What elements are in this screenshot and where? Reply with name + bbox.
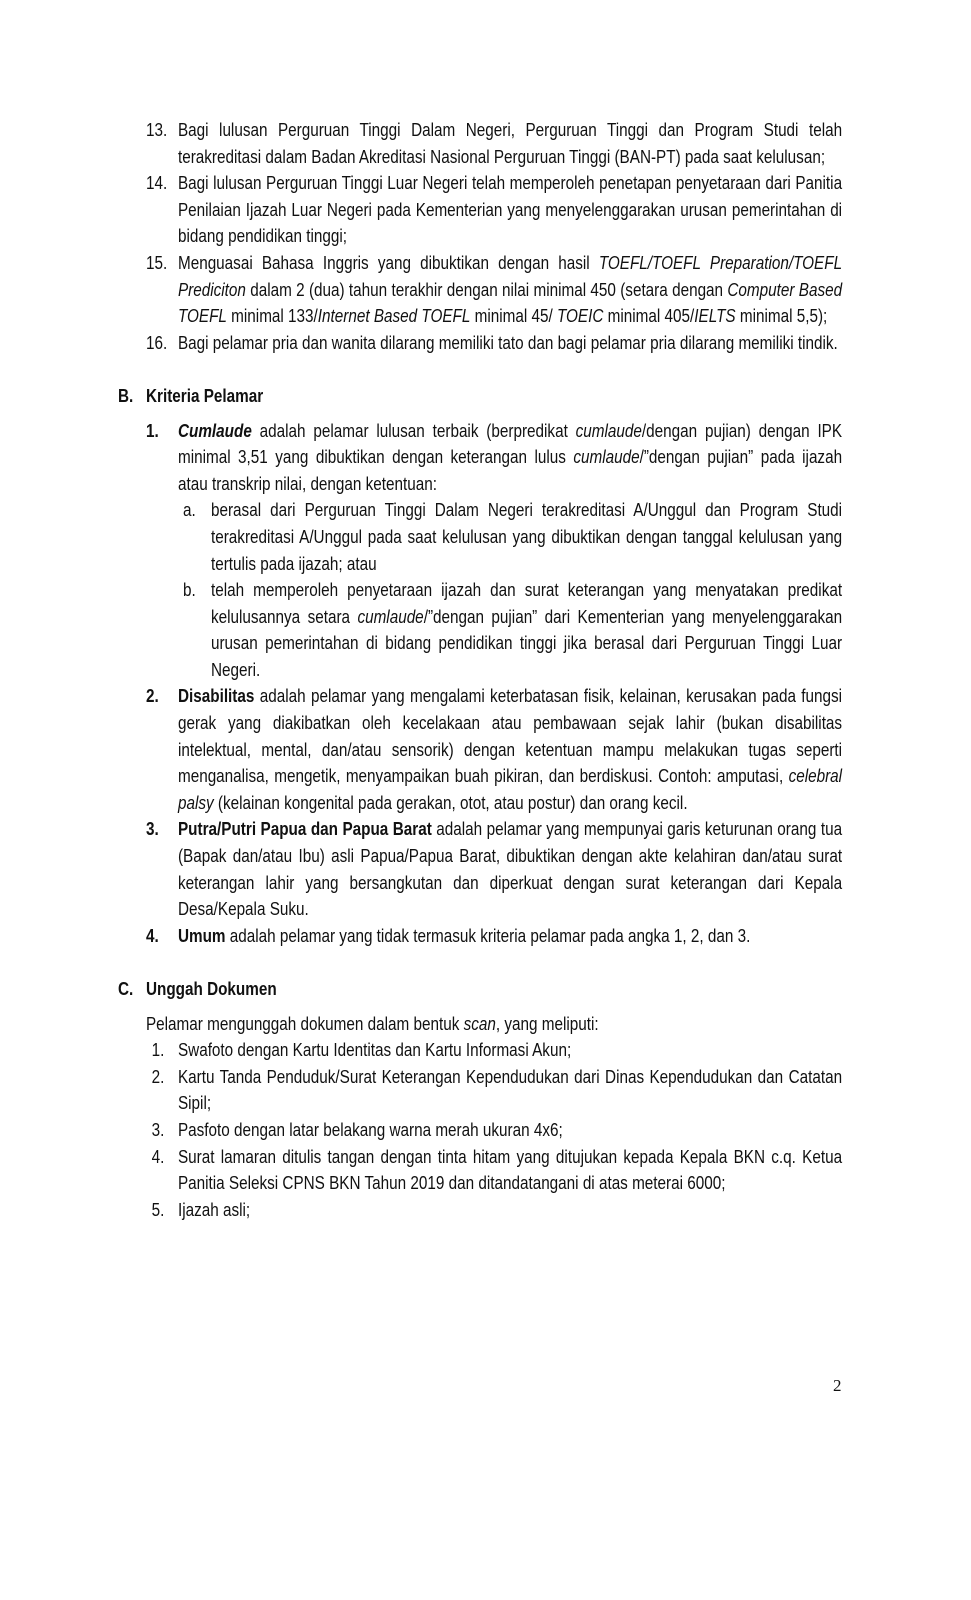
section-heading <box>118 976 842 1003</box>
list-item <box>118 1144 842 1197</box>
item-text <box>178 1200 250 1220</box>
text-segment: Cumlaude <box>177 420 252 441</box>
item-text <box>178 1120 563 1140</box>
item-text <box>178 120 842 167</box>
item-number: 3. <box>151 1119 165 1140</box>
item-text <box>178 1147 842 1194</box>
text-segment: adalah pelamar lulusan terbaik (berpredikat <box>251 420 576 441</box>
section-title: Unggah Dokumen <box>145 979 277 999</box>
list-item <box>118 923 842 950</box>
item-number: 1. <box>151 1040 165 1061</box>
text-segment: celebral palsy <box>177 766 843 813</box>
item-text <box>178 1040 571 1060</box>
item-number: 1. <box>145 420 159 441</box>
item-number: 2. <box>151 1066 165 1087</box>
item-number: 4. <box>151 1146 165 1167</box>
text-segment: Computer Based TOEFL <box>177 279 843 327</box>
text-segment: minimal 133/ <box>226 306 318 327</box>
text-segment: , yang meliputi: <box>495 1013 599 1034</box>
section-intro <box>118 1011 842 1038</box>
text-segment: minimal 5,5); <box>735 306 828 327</box>
list-item <box>118 683 842 816</box>
list-item <box>118 1037 842 1064</box>
text-segment: Surat lamaran ditulis tangan dengan tinta hitam yang ditujukan kepada Kepala BKN c.q. Ketua Panitia Seleksi CPNS BKN Tahun 2019 dan ditandatangani di atas meterai 6000; <box>177 1146 843 1194</box>
sub-list-item <box>118 577 842 683</box>
list-item <box>118 418 842 498</box>
text-segment: adalah pelamar yang mempunyai garis keturunan orang tua (Bapak dan/atau Ibu) asli Papua/Papua Barat, dibuktikan dengan akte kelahiran dan/atau surat keterangan lahir yang bersangkutan dan diperkuat dengan surat keterangan dari Kepala Desa/Kepala Suku. <box>177 819 843 920</box>
text-segment: dalam 2 (dua) tahun terakhir dengan nilai minimal 450 (setara dengan <box>245 279 728 300</box>
item-number: 14. <box>145 173 168 194</box>
document-page <box>118 117 842 1223</box>
item-text <box>178 819 842 919</box>
text-segment: cumlaude <box>573 447 640 468</box>
item-number: 16. <box>145 332 168 353</box>
item-number: 3. <box>145 819 159 840</box>
text-segment: Disabilitas <box>177 686 255 707</box>
item-text <box>178 173 842 246</box>
item-text <box>178 686 842 812</box>
requirements-list-continued <box>118 117 842 356</box>
list-item <box>118 170 842 250</box>
section-heading <box>118 383 842 410</box>
item-text <box>178 1067 842 1114</box>
list-item <box>118 117 842 170</box>
text-segment: scan <box>463 1013 496 1034</box>
text-segment: /”dengan pujian” dari Kementerian yang menyelenggarakan urusan pemerintahan di bidang pendidikan tinggi jika berasal dari Perguruan Tinggi Luar Negeri. <box>210 606 843 680</box>
list-item <box>118 816 842 922</box>
list-item <box>118 250 842 330</box>
text-segment: minimal 405/ <box>603 306 695 327</box>
text-segment: telah memperoleh penyetaraan ijazah dan surat keterangan yang menyatakan predikat kelulusannya setara <box>210 580 843 627</box>
sub-list-item <box>118 497 842 577</box>
text-segment: cumlaude <box>575 420 642 441</box>
text-segment: adalah pelamar yang tidak termasuk kriteria pelamar pada angka 1, 2, dan 3. <box>225 925 751 946</box>
item-letter: b. <box>183 580 196 601</box>
text-segment: berasal dari Perguruan Tinggi Dalam Negeri terakreditasi A/Unggul dan Program Studi terakreditasi A/Unggul pada saat kelulusan yang dibuktikan dengan tanggal kelulusan yang tertulis pada ijazah; atau <box>210 500 843 574</box>
item-text <box>178 333 838 353</box>
text-segment: Kartu Tanda Penduduk/Surat Keterangan Kependudukan dari Dinas Kependudukan dan Catatan Sipil; <box>177 1066 843 1114</box>
text-segment: Ijazah asli; <box>177 1199 251 1220</box>
text-segment: TOEIC <box>556 306 604 327</box>
section-letter: C. <box>118 979 134 999</box>
item-number: 4. <box>145 925 159 946</box>
list-item <box>118 330 842 357</box>
page-number: 2 <box>833 1376 842 1395</box>
item-number: 5. <box>151 1199 165 1220</box>
text-segment: Putra/Putri Papua dan Papua Barat <box>177 819 432 840</box>
list-item <box>118 1064 842 1117</box>
text-segment: Internet Based TOEFL <box>317 306 471 327</box>
text-segment: Pelamar mengunggah dokumen dalam bentuk <box>145 1013 464 1034</box>
section-b <box>118 383 842 949</box>
item-letter: a. <box>183 500 196 521</box>
text-segment: Umum <box>177 925 226 946</box>
item-number: 15. <box>145 252 168 273</box>
item-text <box>211 580 842 680</box>
text-segment: /dengan pujian) dengan IPK minimal 3,51 yang dibuktikan dengan keterangan lulus <box>177 420 843 468</box>
item-text <box>178 926 750 946</box>
item-text <box>211 500 842 573</box>
list-item <box>118 1117 842 1144</box>
text-segment: adalah pelamar yang mengalami keterbatasan fisik, kelainan, kerusakan pada fungsi gerak yang diakibatkan oleh kecelakaan atau pembawaan sejak lahir (bukan disabilitas intelektual, mental, dan/atau sensorik) dengan ketentuan mampu melakukan tugas seperti menganalisa, mengetik, menyampaikan buah pikiran, dan berdiskusi. Contoh: amputasi, <box>177 686 843 787</box>
section-c <box>118 976 842 1223</box>
list-item <box>118 1197 842 1224</box>
section-title: Kriteria Pelamar <box>145 385 264 406</box>
text-segment: /”dengan pujian” pada ijazah atau transkrip nilai, dengan ketentuan: <box>177 447 843 494</box>
text-segment: Swafoto dengan Kartu Identitas dan Kartu Informasi Akun; <box>177 1040 572 1061</box>
item-number: 2. <box>145 686 159 707</box>
text-segment: Bagi pelamar pria dan wanita dilarang memiliki tato dan bagi pelamar pria dilarang memiliki tindik. <box>177 332 838 353</box>
text-segment: (kelainan kongenital pada gerakan, otot, atau postur) dan orang kecil. <box>213 792 688 813</box>
text-segment: Bagi lulusan Perguruan Tinggi Dalam Negeri, Perguruan Tinggi dan Program Studi telah terakreditasi dalam Badan Akreditasi Nasional Perguruan Tinggi (BAN-PT) pada saat kelulusan; <box>177 120 843 167</box>
text-segment: Bagi lulusan Perguruan Tinggi Luar Negeri telah memperoleh penetapan penyetaraan dari Panitia Penilaian Ijazah Luar Negeri pada Kementerian yang menyelenggarakan urusan pemerintahan di bidang pendidikan tinggi; <box>177 173 843 247</box>
item-text <box>178 421 842 494</box>
text-segment: Pasfoto dengan latar belakang warna merah ukuran 4x6; <box>177 1119 563 1140</box>
section-letter: B. <box>118 385 134 406</box>
text-segment: minimal 45/ <box>470 306 557 327</box>
item-number: 13. <box>145 120 168 140</box>
text-segment: TOEFL/TOEFL Preparation/TOEFL Prediciton <box>177 252 843 300</box>
text-segment: IELTS <box>694 306 736 327</box>
item-text <box>178 253 842 326</box>
text-segment: cumlaude <box>357 606 424 627</box>
text-segment: Menguasai Bahasa Inggris yang dibuktikan dengan hasil <box>177 252 599 273</box>
